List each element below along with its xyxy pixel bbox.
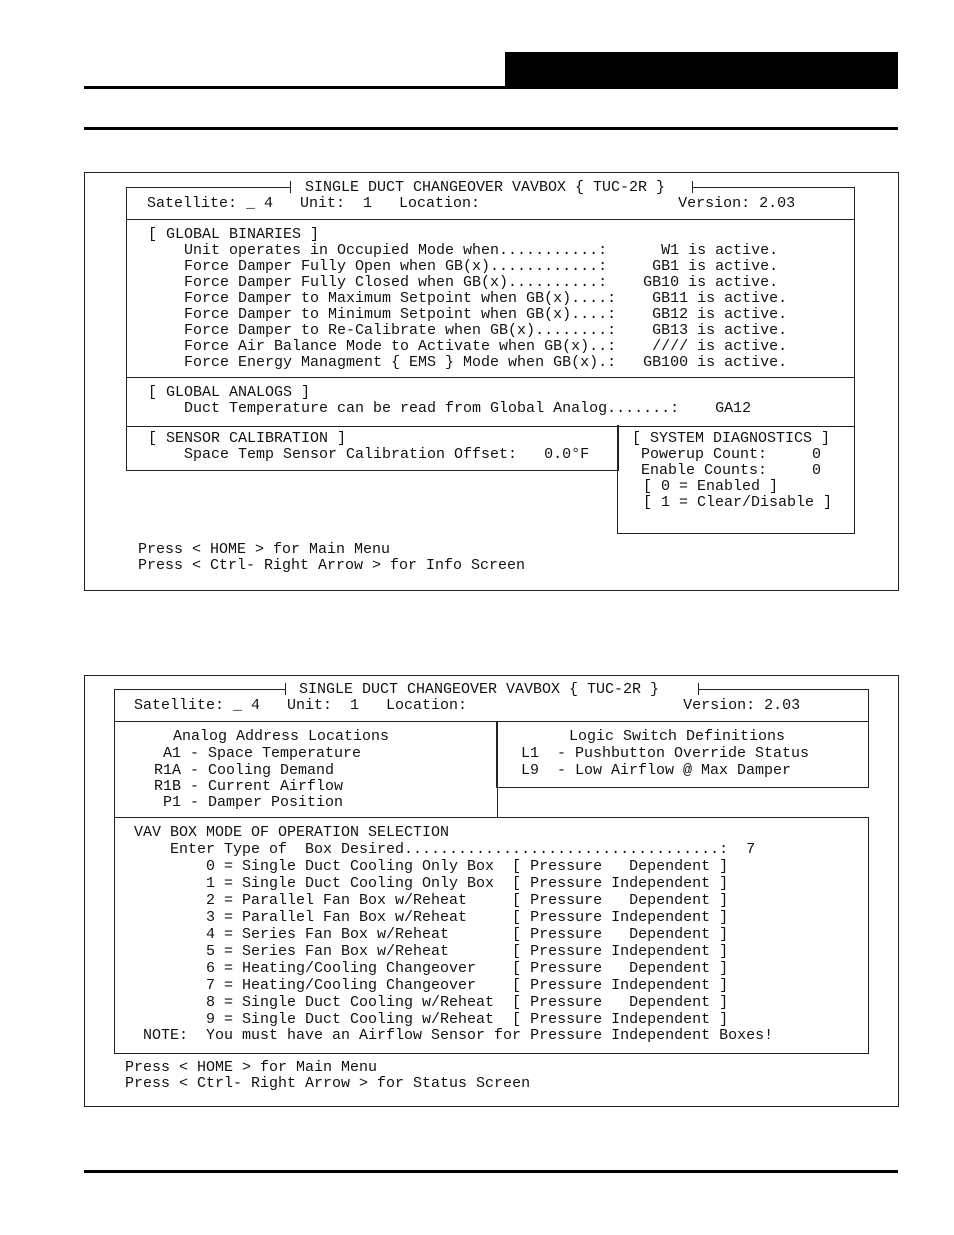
header-black-bar <box>505 52 898 86</box>
s1-diag-line: Enable Counts: 0 <box>641 462 822 479</box>
s2-logic-line: L9 - Low Airflow @ Max Damper <box>521 762 792 779</box>
s1-gb-line: Unit operates in Occupied Mode when...........: W1 is active. <box>148 242 779 259</box>
s2-mode-option: 9 = Single Duct Cooling w/Reheat [ Pressure Independent ] <box>134 1011 729 1028</box>
s2-status-line: Satellite: _ 4 Unit: 1 Location: Version: 2.03 <box>134 697 801 714</box>
s2-mode-option: 7 = Heating/Cooling Changeover [ Pressure Independent ] <box>134 977 729 994</box>
s1-sensor-calibration-heading: [ SENSOR CALIBRATION ] <box>148 430 347 447</box>
s1-footer-next: Press < Ctrl- Right Arrow > for Info Screen <box>138 557 526 574</box>
s2-mode-prompt: Enter Type of Box Desired...................................: 7 <box>134 841 756 858</box>
s1-diag-line: Powerup Count: 0 <box>641 446 822 463</box>
s2-footer-next: Press < Ctrl- Right Arrow > for Status Screen <box>125 1075 531 1092</box>
s1-footer-home: Press < HOME > for Main Menu <box>138 541 391 558</box>
s1-system-diagnostics-heading: [ SYSTEM DIAGNOSTICS ] <box>632 430 831 447</box>
s1-gb-line: Force Damper to Maximum Setpoint when GB(x)....: GB11 is active. <box>148 290 788 307</box>
s2-analog-line: P1 - Damper Position <box>154 794 344 811</box>
s1-gb-line: Force Damper to Re-Calibrate when GB(x)........: GB13 is active. <box>148 322 788 339</box>
s1-sensor-calibration-line: Space Temp Sensor Calibration Offset: 0.0°F <box>148 446 590 463</box>
s2-mode-note: NOTE: You must have an Airflow Sensor for Pressure Independent Boxes! <box>134 1027 774 1044</box>
s2-mode-heading: VAV BOX MODE OF OPERATION SELECTION <box>134 824 450 841</box>
s2-mode-option: 6 = Heating/Cooling Changeover [ Pressure Dependent ] <box>134 960 729 977</box>
s2-title: SINGLE DUCT CHANGEOVER VAVBOX { TUC-2R } <box>299 681 660 698</box>
s1-gb-line: Force Air Balance Mode to Activate when GB(x)..: //// is active. <box>148 338 788 355</box>
s2-mode-option: 3 = Parallel Fan Box w/Reheat [ Pressure Independent ] <box>134 909 729 926</box>
s1-diag-line: [ 0 = Enabled ] <box>634 478 779 495</box>
s2-mode-option: 8 = Single Duct Cooling w/Reheat [ Pressure Dependent ] <box>134 994 729 1011</box>
s1-title: SINGLE DUCT CHANGEOVER VAVBOX { TUC-2R } <box>305 179 666 196</box>
header-rule-thick <box>84 86 898 89</box>
s1-gb-line: Force Damper Fully Closed when GB(x)..........: GB10 is active. <box>148 274 779 291</box>
s1-gb-line: Force Damper to Minimum Setpoint when GB(x)....: GB12 is active. <box>148 306 788 323</box>
s2-logic-line: L1 - Pushbutton Override Status <box>521 745 810 762</box>
s2-analog-line: R1B - Current Airflow <box>154 778 344 795</box>
s2-mode-option: 5 = Series Fan Box w/Reheat [ Pressure Independent ] <box>134 943 729 960</box>
s2-mode-option: 4 = Series Fan Box w/Reheat [ Pressure Dependent ] <box>134 926 729 943</box>
s1-gb-line: Force Energy Managment { EMS } Mode when GB(x).: GB100 is active. <box>148 354 788 371</box>
s2-mode-option: 1 = Single Duct Cooling Only Box [ Pressure Independent ] <box>134 875 729 892</box>
s2-footer-home: Press < HOME > for Main Menu <box>125 1059 378 1076</box>
s1-global-binaries-heading: [ GLOBAL BINARIES ] <box>148 226 320 243</box>
s1-global-analogs-heading: [ GLOBAL ANALOGS ] <box>148 384 311 401</box>
s2-mode-option: 2 = Parallel Fan Box w/Reheat [ Pressure Dependent ] <box>134 892 729 909</box>
s1-diag-line: [ 1 = Clear/Disable ] <box>634 494 833 511</box>
s1-global-analogs-line: Duct Temperature can be read from Global Analog.......: GA12 <box>148 400 752 417</box>
header-rule-second <box>84 127 898 130</box>
s1-gb-line: Force Damper Fully Open when GB(x)............: GB1 is active. <box>148 258 779 275</box>
s2-analog-line: A1 - Space Temperature <box>154 745 362 762</box>
s2-analog-line: R1A - Cooling Demand <box>154 762 335 779</box>
footer-rule <box>84 1170 898 1173</box>
s2-mode-option: 0 = Single Duct Cooling Only Box [ Pressure Dependent ] <box>134 858 729 875</box>
s2-analog-locations-heading: Analog Address Locations <box>173 728 390 745</box>
s2-logic-switch-heading: Logic Switch Definitions <box>569 728 786 745</box>
s1-status-line: Satellite: _ 4 Unit: 1 Location: Version: 2.03 <box>147 195 796 212</box>
